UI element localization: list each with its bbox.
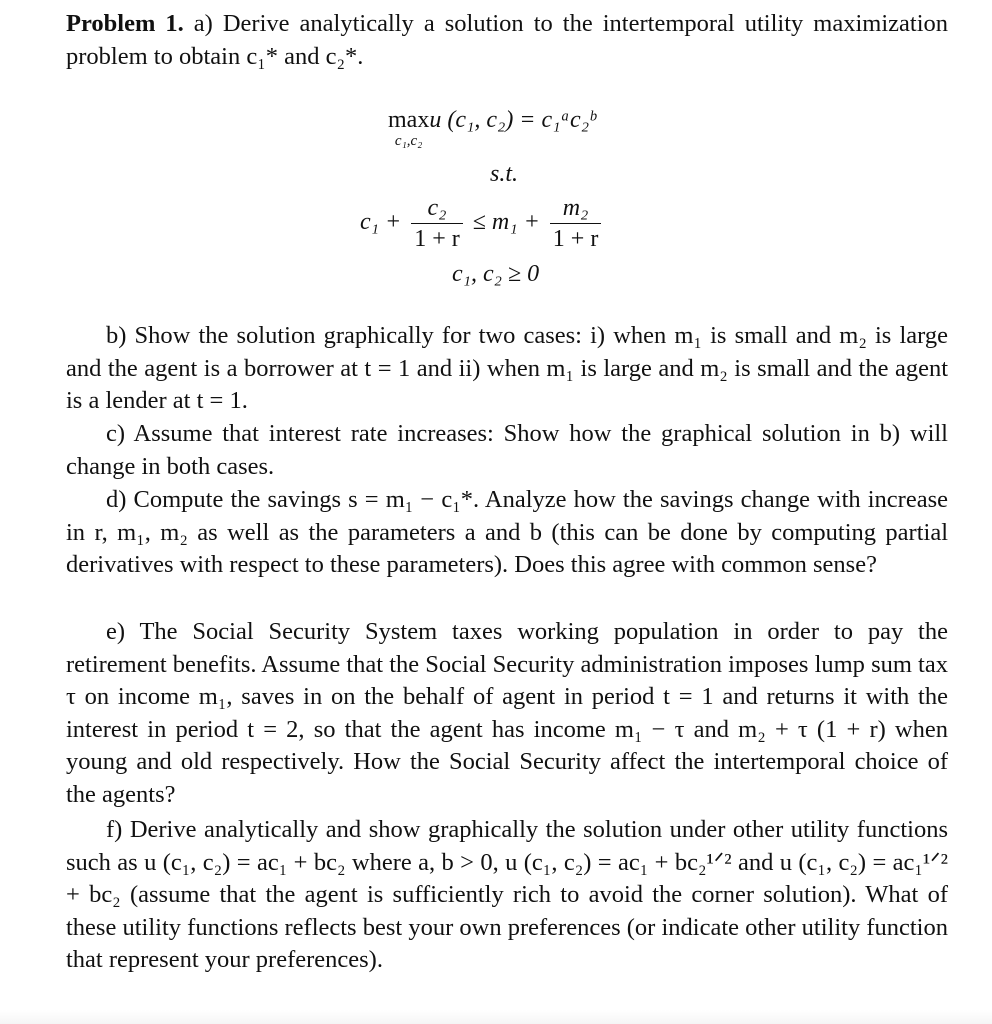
part-c: c) Assume that interest rate increases: Show how the graphical solution in b) will change in both cases. [66, 420, 948, 480]
objective-expression: u (c₁, c₂) = c₁ᵃc₂ᵇ [429, 107, 596, 133]
part-f: f) Derive analytically and show graphically the solution under other utility functions such as u (c₁, c₂) = ac₁ + bc₂ where a, b > 0, u (c₁, c₂) = ac₁ + bc₂¹ᐟ² and u (c₁, c₂) = ac₁¹ᐟ² + bc₂ (assume that the agent is sufficiently rich to avoid the corner solution). What of these utility functions reflects best your own preferences (or indicate other utility function that represent your preferences). [66, 816, 948, 974]
budget-fraction-c2: $\frac{\text{c₂}}{1 + r}$ [411, 196, 463, 251]
budget-constraint [360, 196, 605, 251]
budget-fraction-m2: $\frac{\text{m₂}}{1 + r}$ [550, 196, 602, 251]
page-bottom-edge [0, 1010, 992, 1024]
max-operator: max c₁,c₂ [388, 107, 430, 149]
max-subscript: c₁,c₂ [394, 133, 423, 149]
part-e: e) The Social Security System taxes working population in order to pay the retirement benefits. Assume that the Social Security administration imposes lump sum tax τ on income m₁, saves in on the behalf of agent in period t = 1 and returns it with the interest in period t = 2, so that the agent has income m₁ − τ and m₂ + τ (1 + r) when young and old respectively. How the Social Security affect the intertemporal choice of the agents? [66, 618, 948, 808]
nonnegativity-constraint: c₁, c₂ ≥ 0 [452, 261, 540, 287]
objective-function [388, 108, 596, 149]
part-d: d) Compute the savings s = m₁ − c₁*. Analyze how the savings change with increase in r, m₁, m₂ as well as the parameters a and b (this can be done by computing partial derivatives with respect to these parameters). Does this agree with common sense? [66, 486, 948, 579]
problem-label: Problem 1. [66, 10, 184, 37]
part-b: b) Show the solution graphically for two cases: i) when m₁ is small and m₂ is large and the agent is a borrower at t = 1 and ii) when m₁ is large and m₂ is small and the agent is a lender at t = 1. [66, 322, 948, 415]
budget-middle: ≤ m₁ + [472, 209, 540, 236]
subject-to-label: s.t. [490, 161, 519, 187]
part-a-text: a) Derive analytically a solution to the intertemporal utility maximization problem to obtain c₁* and c₂*. [66, 10, 949, 70]
problem-intro [66, 8, 948, 73]
budget-lhs: c₁ + [360, 209, 402, 236]
